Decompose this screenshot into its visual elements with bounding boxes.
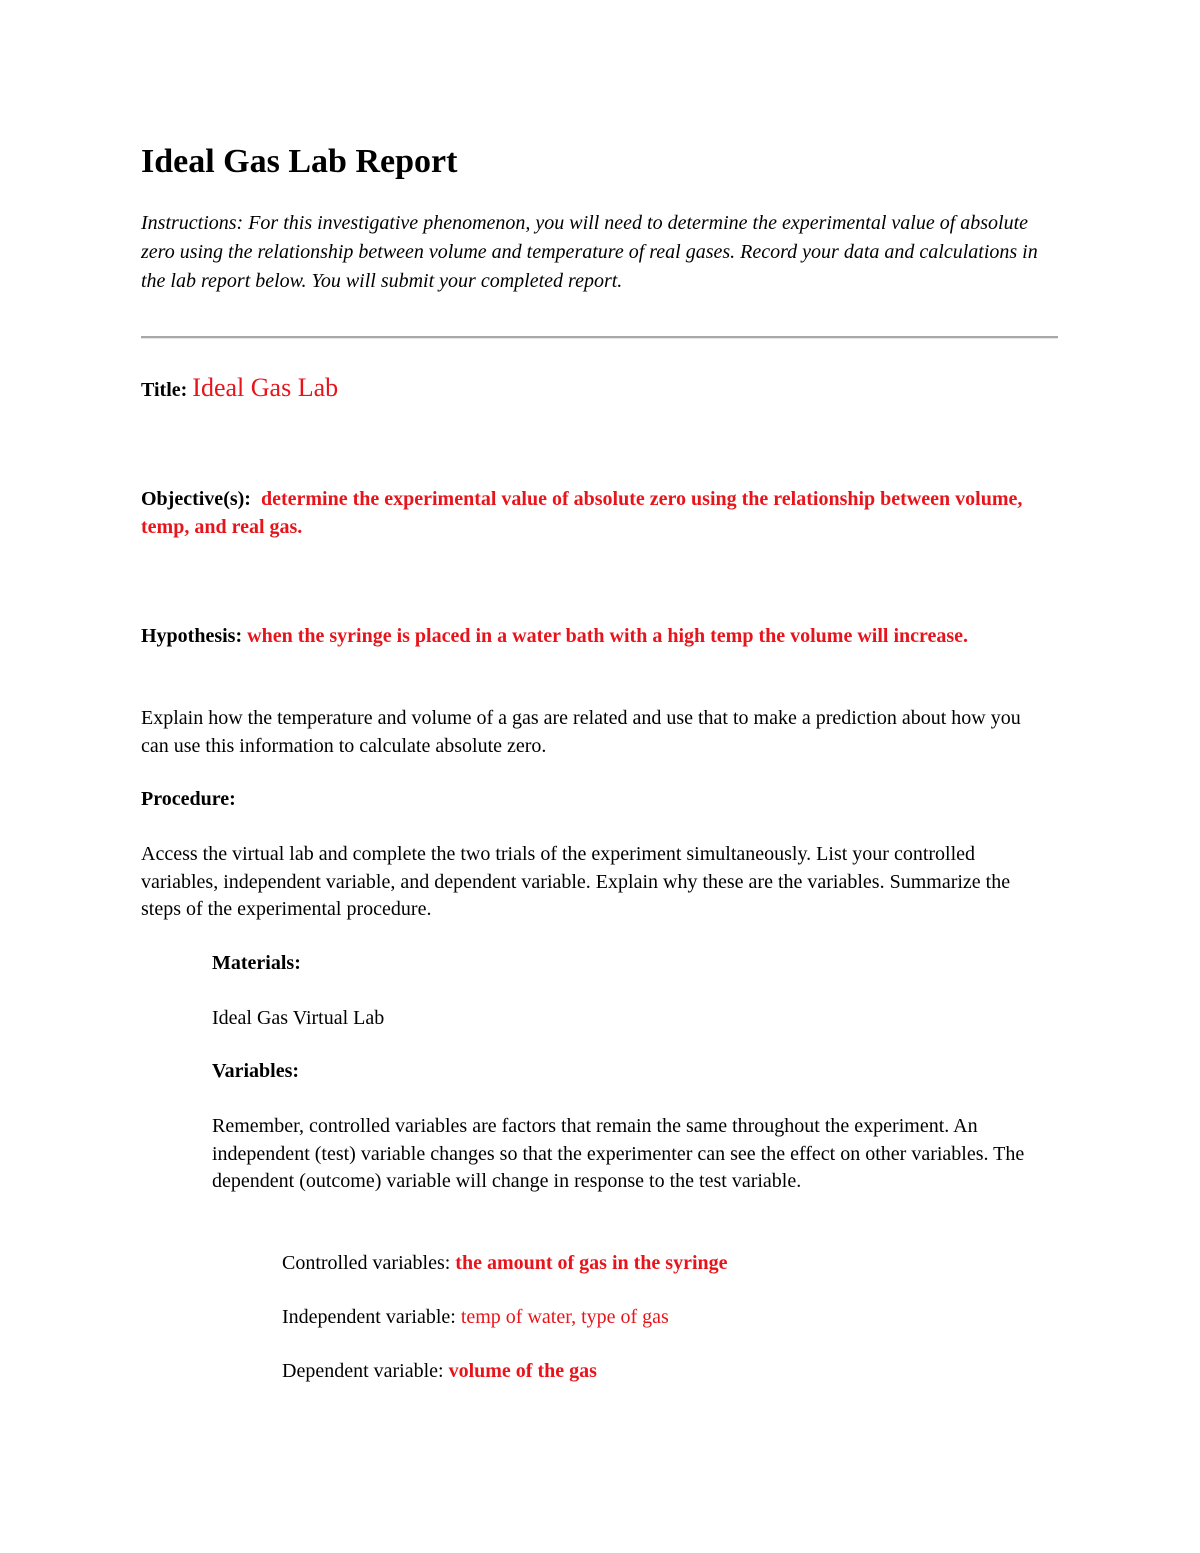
objective-value: determine the experimental value of absolute zero using the relationship between volume, temp, and real gas. [141, 488, 1023, 538]
controlled-variables-row [282, 1249, 728, 1277]
dependent-variable-row [282, 1357, 597, 1385]
procedure-heading: Procedure: [141, 788, 236, 810]
hypothesis-value: when the syringe is placed in a water bath with a high temp the volume will increase. [247, 625, 969, 647]
materials-value: Ideal Gas Virtual Lab [212, 1007, 385, 1029]
objective-row [141, 486, 1041, 541]
variables-heading: Variables: [212, 1060, 300, 1082]
objective-label: Objective(s): [141, 488, 251, 510]
controlled-value: the amount of gas in the syringe [455, 1252, 728, 1274]
instructions-text: Instructions: For this investigative phenomenon, you will need to determine the experimental value of absolute zero using the relationship between volume and temperature of real gases. Record your data and calculations in the lab report below. You will submit your completed report. [141, 212, 1038, 292]
independent-label: Independent variable: [282, 1306, 456, 1328]
independent-value: temp of water, type of gas [460, 1306, 669, 1328]
title-row [141, 374, 338, 404]
procedure-prompt: Access the virtual lab and complete the two trials of the experiment simultaneously. List your controlled variables, independent variable, and dependent variable. Explain why these are the variables. Summarize the steps of the experimental procedure. [141, 843, 1011, 920]
dependent-value: volume of the gas [448, 1360, 597, 1382]
dependent-label: Dependent variable: [282, 1360, 444, 1382]
controlled-label: Controlled variables: [282, 1252, 451, 1274]
title-label: Title: [141, 379, 188, 401]
independent-variable-row [282, 1303, 669, 1331]
hypothesis-row [141, 623, 1041, 651]
materials-heading: Materials: [212, 952, 301, 974]
variables-prompt: Remember, controlled variables are factors that remain the same throughout the experiment. An independent (test) variable changes so that the experimenter can see the effect on other variables. The dependent (outcome) variable will change in response to the test variable. [212, 1115, 1025, 1192]
document-title: Ideal Gas Lab Report [141, 143, 458, 180]
horizontal-divider [141, 336, 1058, 339]
hypothesis-label: Hypothesis: [141, 625, 243, 647]
hypothesis-prompt: Explain how the temperature and volume of a gas are related and use that to make a prediction about how you can use this information to calculate absolute zero. [141, 707, 1021, 757]
title-value: Ideal Gas Lab [192, 373, 339, 402]
